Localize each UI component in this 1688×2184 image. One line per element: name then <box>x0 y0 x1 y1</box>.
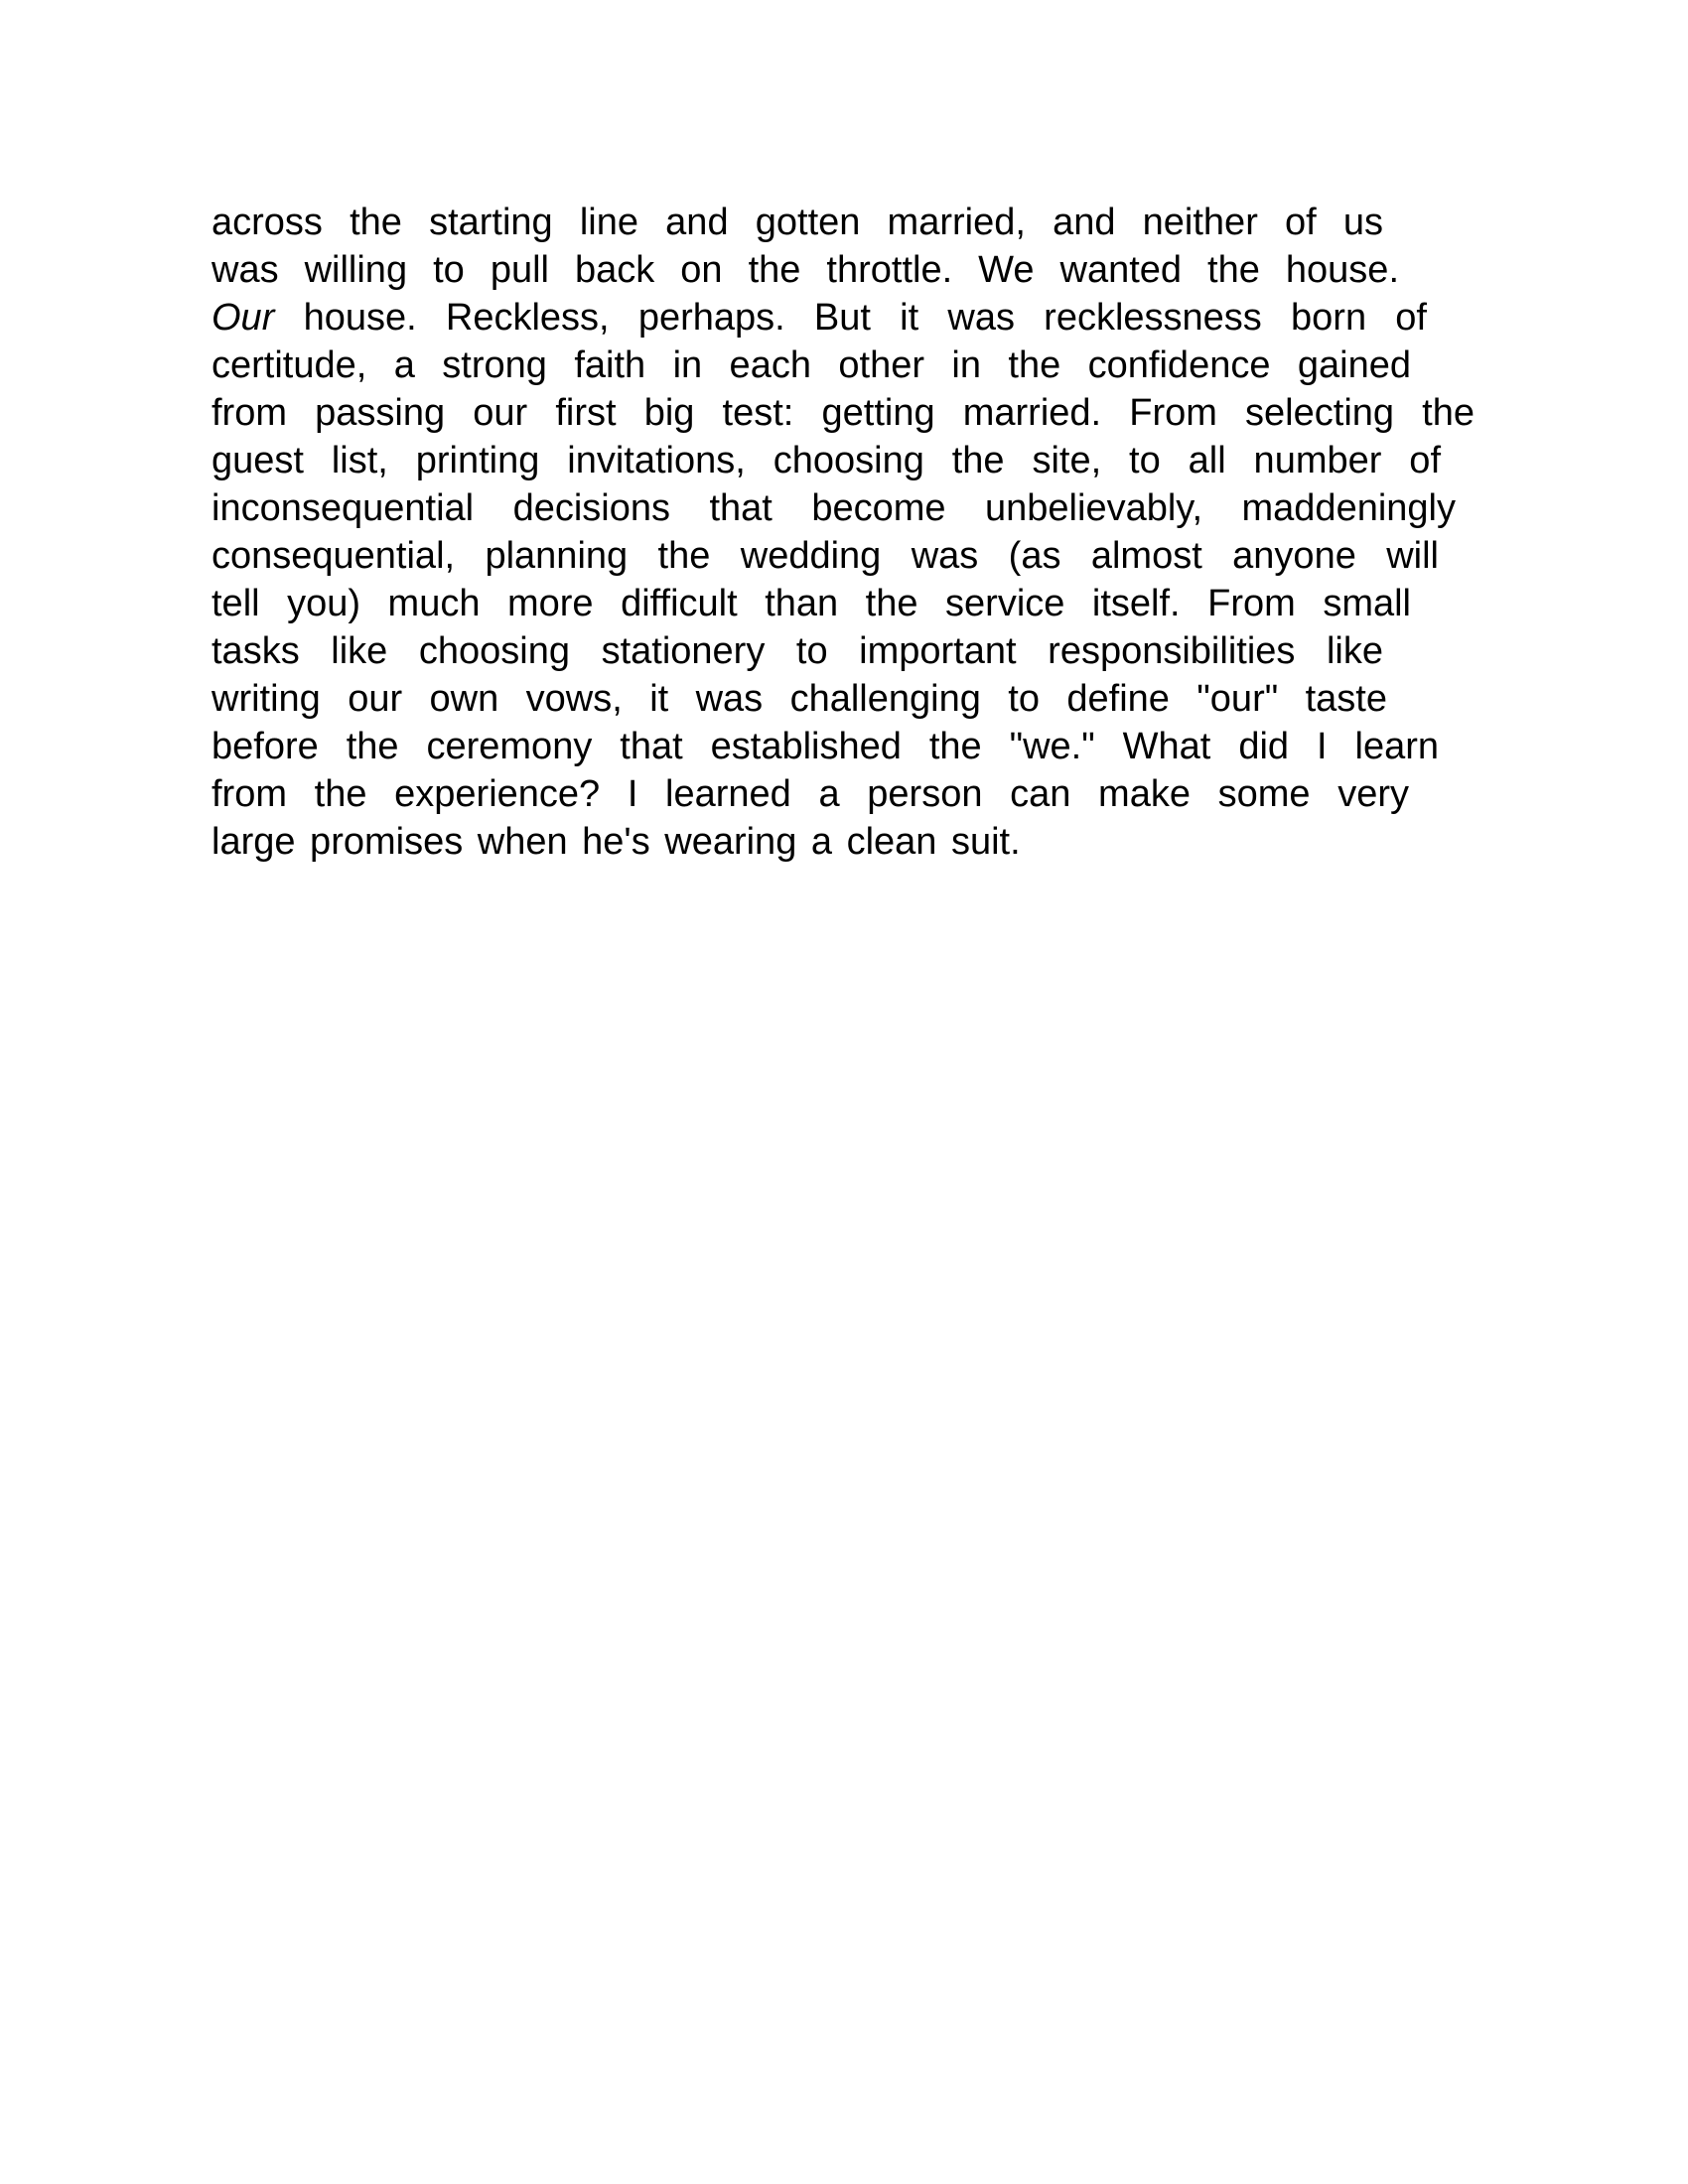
text-line: tell you) much more difficult than the service itself. From small <box>211 583 1411 624</box>
text-line <box>211 294 1427 341</box>
text-line: from passing our first big test: getting married. From selecting the <box>211 392 1475 434</box>
text-line: guest list, printing invitations, choosing the site, to all number of <box>211 440 1441 481</box>
text-line: was willing to pull back on the throttle. We wanted the house. <box>211 249 1399 291</box>
text-line: writing our own vows, it was challenging to define "our" taste <box>211 678 1387 720</box>
body-paragraph <box>211 199 1492 866</box>
text-line: inconsequential decisions that become unbelievably, maddeningly <box>211 487 1456 529</box>
text-line: large promises when he's wearing a clean suit. <box>211 821 1021 863</box>
text-line: consequential, planning the wedding was (as almost anyone will <box>211 535 1439 577</box>
text-line: before the ceremony that established the "we." What did I learn <box>211 726 1439 767</box>
text-line-rest: house. Reckless, perhaps. But it was recklessness born of <box>274 297 1427 339</box>
italic-word: Our <box>211 297 275 339</box>
text-line: from the experience? I learned a person can make some very <box>211 773 1409 815</box>
text-line: across the starting line and gotten married, and neither of us <box>211 202 1383 243</box>
text-line: certitude, a strong faith in each other in the confidence gained <box>211 344 1411 386</box>
text-line: tasks like choosing stationery to important responsibilities like <box>211 630 1383 672</box>
